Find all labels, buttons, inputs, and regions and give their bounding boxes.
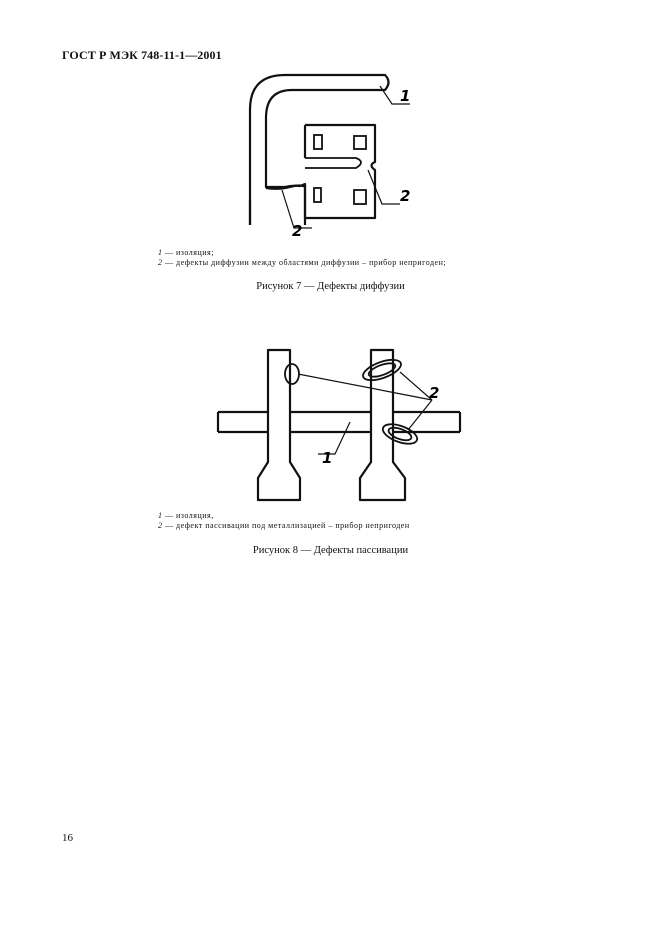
figure-8-drawing <box>210 342 470 507</box>
figure-7-drawing <box>230 70 430 245</box>
legend-item: 1 — изоляция; <box>158 248 214 257</box>
page-number: 16 <box>62 832 73 844</box>
figure-7-legend <box>158 248 446 268</box>
figure-8-legend <box>158 511 410 531</box>
figure-8-callout-1: 1 <box>322 449 333 467</box>
figure-7-caption: Рисунок 7 — Дефекты диффузии <box>256 281 405 292</box>
document-header: ГОСТ Р МЭК 748-11-1—2001 <box>62 48 222 62</box>
figure-8-callout-2: 2 <box>429 384 440 402</box>
legend-item: 2 — дефекты диффузии между областями диффузии – прибор непригоден; <box>158 258 447 267</box>
figure-7-callout-2b: 2 <box>292 222 303 240</box>
figure-7-callout-2a: 2 <box>400 187 411 205</box>
figure-7-callout-1: 1 <box>400 87 411 105</box>
figure-8-caption: Рисунок 8 — Дефекты пассивации <box>252 545 409 556</box>
legend-item: 1 — изоляция, <box>158 511 214 520</box>
legend-item: 2 — дефект пассивации под металлизацией – прибор непригоден <box>158 521 410 530</box>
